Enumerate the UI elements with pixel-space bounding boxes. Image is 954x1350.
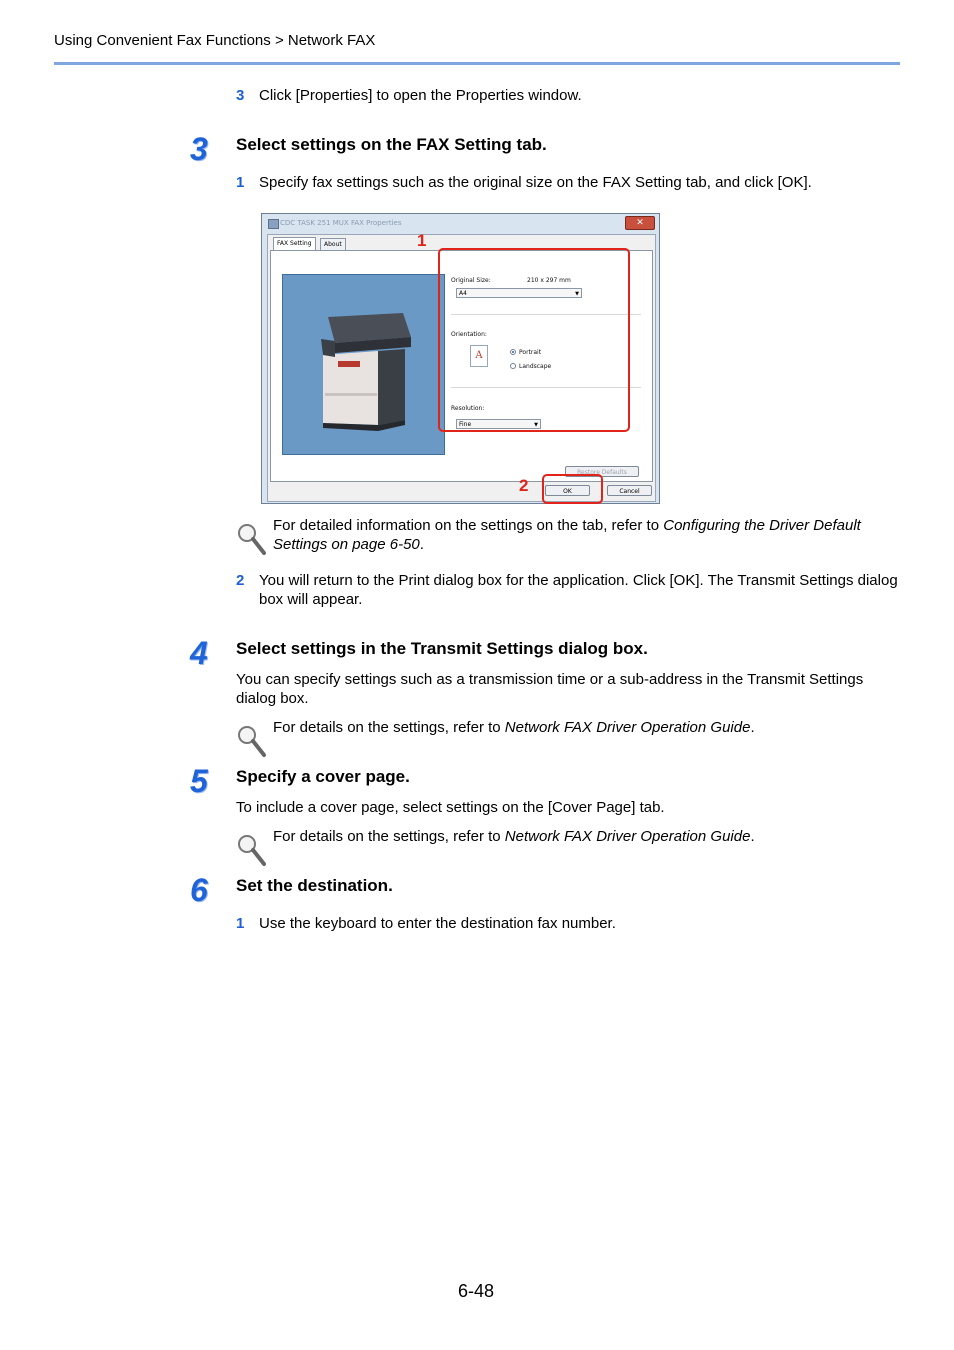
- step-title-5: Specify a cover page.: [236, 767, 410, 786]
- chevron-down-icon: ▼: [575, 291, 579, 297]
- landscape-label: Landscape: [519, 363, 552, 370]
- printer-icon: [283, 275, 444, 454]
- select-value: A4: [459, 290, 467, 297]
- note-reference-link[interactable]: Network FAX Driver Operation Guide: [504, 828, 751, 845]
- tab-about[interactable]: About: [320, 238, 346, 251]
- note-text: For details on the settings, refer to: [273, 828, 505, 845]
- cancel-button[interactable]: Cancel: [607, 485, 652, 496]
- note-reference-link[interactable]: Configuring the Driver Default Settings on page 6-50: [273, 517, 861, 553]
- portrait-label: Portrait: [519, 349, 542, 356]
- note-network-fax-guide: [273, 827, 903, 846]
- step-title-6: Set the destination.: [236, 876, 393, 895]
- step-title-4: Select settings in the Transmit Settings dialog box.: [236, 639, 648, 658]
- note-text-end: .: [750, 719, 755, 736]
- note-text: For detailed information on the settings on the tab, refer to: [273, 517, 664, 534]
- original-size-label: Original Size:: [451, 277, 491, 284]
- substep-text: Use the keyboard to enter the destination fax number.: [259, 915, 616, 932]
- substep-number: 3: [236, 87, 245, 104]
- step-title-3: Select settings on the FAX Setting tab.: [236, 135, 547, 154]
- orientation-preview-icon: A: [470, 345, 488, 367]
- note-configuring-driver: [273, 516, 903, 554]
- step-number-3: 3: [190, 131, 208, 167]
- magnifier-note-icon: [236, 522, 266, 556]
- callout-number-1: 1: [417, 231, 427, 250]
- app-icon: [268, 219, 279, 229]
- note-network-fax-guide: [273, 718, 903, 737]
- orientation-label: Orientation:: [451, 331, 487, 338]
- substep-text: Click [Properties] to open the Properties window.: [259, 87, 582, 104]
- note-text-end: .: [750, 828, 755, 845]
- original-size-value: 210 x 297 mm: [527, 277, 571, 284]
- properties-dialog-screenshot: [261, 213, 660, 504]
- tab-fax-setting[interactable]: FAX Setting: [273, 237, 316, 251]
- substep-text: You will return to the Print dialog box for the application. Click [OK]. The Transmit Settings dialog box will appear.: [259, 572, 898, 608]
- substep-number: 1: [236, 174, 245, 191]
- step-number-5: 5: [190, 763, 208, 799]
- substep-text: Specify fax settings such as the original size on the FAX Setting tab, and click [OK].: [259, 174, 812, 191]
- dialog-title: CDC TASK 251 MUX FAX Properties: [280, 219, 402, 227]
- chevron-down-icon: ▼: [534, 422, 538, 428]
- substep-number: 2: [236, 572, 245, 589]
- magnifier-note-icon: [236, 833, 266, 867]
- ok-button[interactable]: OK: [545, 485, 590, 496]
- magnifier-note-icon: [236, 724, 266, 758]
- step-number-6: 6: [190, 872, 208, 908]
- note-text: For details on the settings, refer to: [273, 719, 505, 736]
- callout-box-settings: [438, 248, 630, 432]
- callout-number-2: 2: [519, 476, 529, 495]
- header-rule: [54, 62, 900, 65]
- printer-preview-image: [282, 274, 445, 455]
- step-5-body: To include a cover page, select settings on the [Cover Page] tab.: [236, 799, 665, 816]
- note-text-end: .: [419, 536, 424, 553]
- step-number-4: 4: [190, 635, 208, 671]
- resolution-label: Resolution:: [451, 405, 485, 412]
- close-icon[interactable]: ✕: [625, 216, 655, 230]
- breadcrumb: Using Convenient Fax Functions > Network FAX: [54, 32, 376, 49]
- note-reference-link[interactable]: Network FAX Driver Operation Guide: [504, 719, 751, 736]
- page-number: 6-48: [458, 1281, 495, 1301]
- restore-defaults-button[interactable]: Restore Defaults: [565, 466, 639, 477]
- step-4-body: You can specify settings such as a transmission time or a sub-address in the Transmit Settings dialog box.: [236, 671, 864, 707]
- select-value: Fine: [459, 421, 472, 428]
- substep-number: 1: [236, 915, 245, 932]
- callout-box-ok: [542, 474, 603, 504]
